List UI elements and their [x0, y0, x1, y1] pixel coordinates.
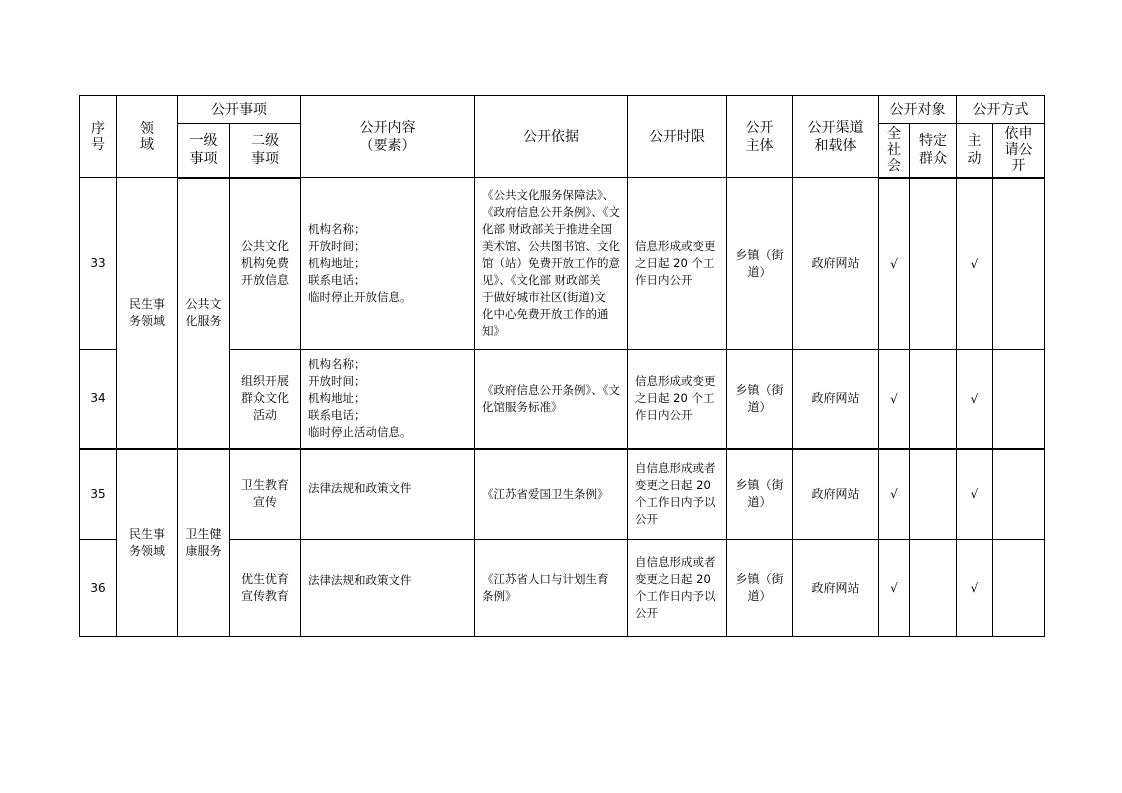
row-content: 法律法规和政策文件: [301, 540, 475, 637]
check-mode-active: √: [957, 540, 993, 637]
check-object-all: √: [879, 178, 910, 350]
header-item-l2: 二级 事项: [230, 124, 301, 178]
header-object-group: 公开对象: [879, 96, 957, 124]
header-basis: 公开依据: [475, 96, 628, 178]
row-basis: 《政府信息公开条例》、《文 化馆服务标准》: [475, 350, 628, 449]
check-object-specific: [910, 540, 957, 637]
row-subject: 乡镇（街 道）: [727, 449, 793, 540]
row-time-limit: 信息形成或变更 之日起 20 个工 作日内公开: [628, 350, 727, 449]
row-domain: 民生事 务领域: [117, 449, 178, 637]
row-item-l1: 卫生健 康服务: [178, 449, 230, 637]
check-mode-active: √: [957, 449, 993, 540]
row-item-l1: 公共文 化服务: [178, 178, 230, 449]
check-object-all: √: [879, 540, 910, 637]
header-subject: 公开 主体: [727, 96, 793, 178]
row-channel: 政府网站: [793, 178, 879, 350]
table-row: [80, 178, 1045, 350]
row-content: 机构名称； 开放时间； 机构地址； 联系电话； 临时停止活动信息。: [301, 350, 475, 449]
table-row: [80, 449, 1045, 540]
row-seq: 34: [80, 350, 117, 449]
row-subject: 乡镇（街 道）: [727, 350, 793, 449]
header-mode-request: 依申 请公 开: [993, 124, 1045, 178]
row-time-limit: 自信息形成或者 变更之日起 20 个工作日内予以 公开: [628, 449, 727, 540]
header-object-specific: 特定 群众: [910, 124, 957, 178]
row-seq: 33: [80, 178, 117, 350]
row-subject: 乡镇（街 道）: [727, 540, 793, 637]
row-seq: 36: [80, 540, 117, 637]
check-object-all: √: [879, 350, 910, 449]
check-object-all: √: [879, 449, 910, 540]
check-object-specific: [910, 350, 957, 449]
row-item-l2: 卫生教育 宣传: [230, 449, 301, 540]
disclosure-table: [79, 95, 1045, 637]
row-channel: 政府网站: [793, 350, 879, 449]
header-item-l1: 一级 事项: [178, 124, 230, 178]
header-content: 公开内容 （要素）: [301, 96, 475, 178]
row-item-l2: 优生优育 宣传教育: [230, 540, 301, 637]
header-mode-group: 公开方式: [957, 96, 1045, 124]
check-mode-request: [993, 449, 1045, 540]
row-basis: 《江苏省爱国卫生条例》: [475, 449, 628, 540]
check-mode-request: [993, 350, 1045, 449]
header-item-group: 公开事项: [178, 96, 301, 124]
row-subject: 乡镇（街 道）: [727, 178, 793, 350]
check-mode-active: √: [957, 178, 993, 350]
row-channel: 政府网站: [793, 449, 879, 540]
check-object-specific: [910, 449, 957, 540]
row-content: 机构名称； 开放时间； 机构地址； 联系电话； 临时停止开放信息。: [301, 178, 475, 350]
header-domain: 领 域: [117, 96, 178, 178]
check-mode-request: [993, 178, 1045, 350]
row-basis: 《公共文化服务保障法》、 《政府信息公开条例》、《文 化部 财政部关于推进全国 美术馆、公共图书馆、文化 馆（站）免费开放工作的意 见》、《文化部 财政部关 于做好城市社区(街道)文 化中心免费开放工作的通 知》: [475, 178, 628, 350]
row-basis: 《江苏省人口与计划生育 条例》: [475, 540, 628, 637]
row-time-limit: 自信息形成或者 变更之日起 20 个工作日内予以 公开: [628, 540, 727, 637]
row-item-l2: 公共文化 机构免费 开放信息: [230, 178, 301, 350]
header-seq: 序 号: [80, 96, 117, 178]
check-object-specific: [910, 178, 957, 350]
row-domain: 民生事 务领域: [117, 178, 178, 449]
check-mode-active: √: [957, 350, 993, 449]
row-time-limit: 信息形成或变更 之日起 20 个工 作日内公开: [628, 178, 727, 350]
row-channel: 政府网站: [793, 540, 879, 637]
header-time-limit: 公开时限: [628, 96, 727, 178]
header-channel: 公开渠道 和载体: [793, 96, 879, 178]
check-mode-request: [993, 540, 1045, 637]
row-content: 法律法规和政策文件: [301, 449, 475, 540]
row-seq: 35: [80, 449, 117, 540]
header-object-all: 全 社 会: [879, 124, 910, 178]
row-item-l2: 组织开展 群众文化 活动: [230, 350, 301, 449]
header-mode-active: 主 动: [957, 124, 993, 178]
